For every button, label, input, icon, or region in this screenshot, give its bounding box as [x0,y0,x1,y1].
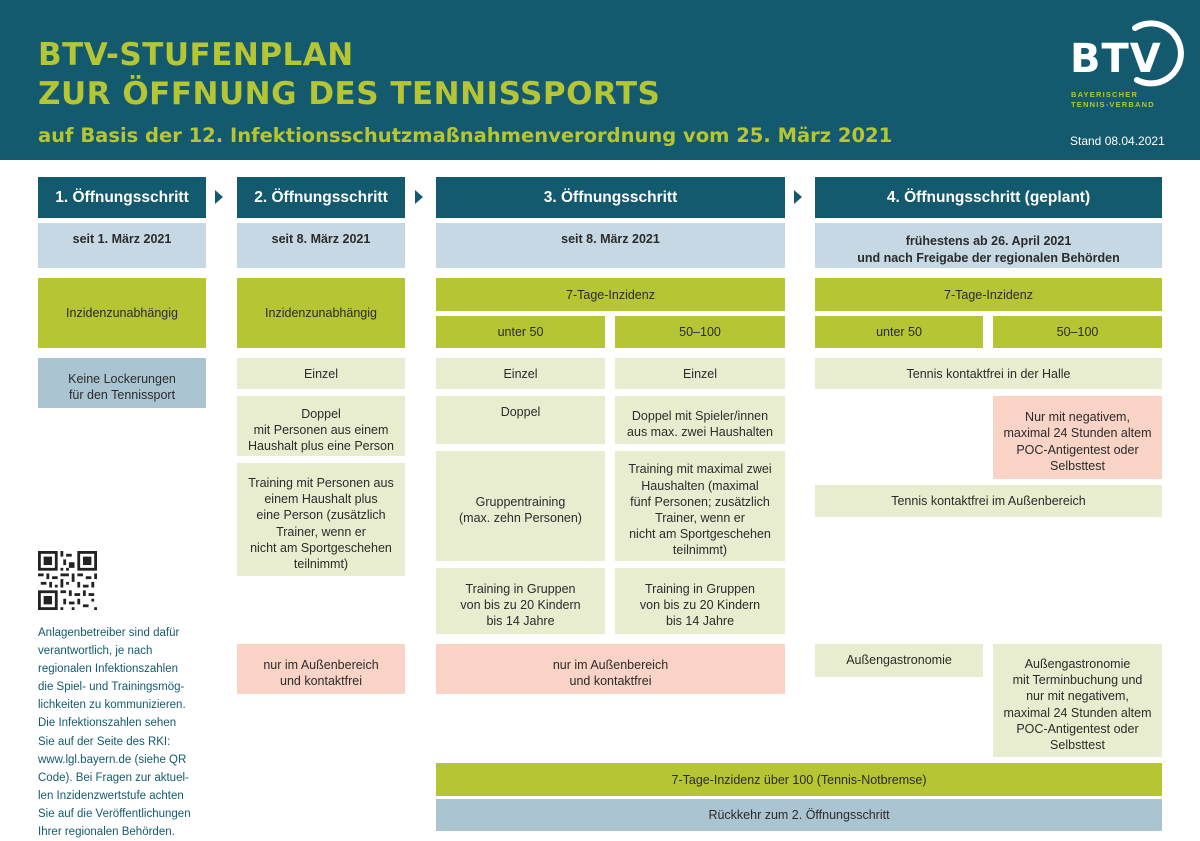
step-3-outdoor [436,644,785,694]
line: Haushalt plus eine Person [248,439,394,454]
step-4-date-line1: frühestens ab 26. April 2021 [905,234,1072,249]
line: teilnimmt) [672,543,728,558]
line: Training mit Personen aus [248,475,394,490]
no-relax-line1: Keine Lockerungen [68,371,176,386]
line: und kontaktfrei [280,674,362,688]
sidebar-line: verantwortlich, je nach [38,645,153,658]
step-1-date: seit 1. März 2021 [38,223,206,268]
step-3-header: 3. Öffnungsschritt [436,177,785,218]
line: mit Personen aus einem [253,422,389,437]
step-3a-einzel: Einzel [436,358,605,389]
step-3a-kinder [436,568,605,634]
line: von bis zu 20 Kindern [460,597,581,612]
step-3-under-50: unter 50 [436,316,605,348]
line: nicht am Sportgeschehen [629,527,771,542]
sidebar-line: Code). Bei Fragen zur aktuel- [38,771,189,784]
line: eine Person (zusätzlich [256,508,386,523]
line: nicht am Sportgeschehen [250,540,392,555]
line: Außengastronomie [1024,656,1131,671]
line: aus max. zwei Haushalten [627,425,773,439]
line: Gruppentraining [475,494,566,509]
notbremse-bar: 7-Tage-Inzidenz über 100 (Tennis-Notbremse) [436,763,1162,796]
step-3-incidence: 7-Tage-Inzidenz [436,278,785,311]
line: Training in Gruppen [644,581,756,596]
step-1-incidence: Inzidenzunabhängig [38,278,206,348]
line: (max. zehn Personen) [459,511,582,525]
rueckkehr-bar: Rückkehr zum 2. Öffnungsschritt [436,799,1162,831]
sidebar-note [38,624,223,841]
sidebar-line: Sie auf der Seite des RKI: [38,735,171,748]
step-3a-doppel: Doppel [436,396,605,444]
step-3-date: seit 8. März 2021 [436,223,785,268]
line: bis 14 Jahre [665,614,735,629]
line: Selbsttest [1050,737,1105,752]
sidebar-line: Sie auf die Veröffentlichungen [38,807,191,820]
step-4-incidence: 7-Tage-Inzidenz [815,278,1162,311]
line: Trainer, wenn er [276,524,366,539]
line: Nur mit negativem, [1025,410,1130,425]
sidebar-line: die Spiel- und Trainingsmög- [38,681,185,694]
arrow-right-icon [415,190,423,204]
step-2-training [237,463,405,576]
step-4-gastro-low: Außengastronomie [815,644,983,677]
arrow-right-icon [215,190,223,204]
page-title-line1: BTV-STUFENPLAN [38,37,354,73]
sidebar-line: lichkeiten zu kommunizieren. [38,699,186,712]
btv-logo-swoosh-icon [1115,18,1185,88]
btv-logo-text: BTV [1070,36,1162,82]
line: teilnimmt) [293,556,349,571]
btv-logo-subtitle-1: BAYERISCHER [1071,90,1139,99]
qr-code-icon[interactable] [38,551,97,610]
line: bis 14 Jahre [486,614,555,629]
btv-logo-subtitle-2: TENNIS-VERBAND [1071,100,1155,109]
step-3b-training [615,451,785,561]
sidebar-line: Ihrer regionalen Behörden. [38,826,175,839]
step-3-50-100: 50–100 [615,316,785,348]
page-title-line2: ZUR ÖFFNUNG DES TENNISSPORTS [38,76,661,112]
line: Trainer, wenn er [655,511,745,525]
line: nur im Außenbereich [552,657,669,672]
line: POC-Antigentest oder [1016,721,1139,736]
step-1-no-relaxation [38,358,206,408]
sidebar-line: regionalen Infektionszahlen [38,663,179,676]
step-2-header: 2. Öffnungsschritt [237,177,405,218]
step-3a-gruppe [436,451,605,561]
arrow-right-icon [794,190,802,204]
line: nur im Außenbereich [263,657,379,672]
line: fünf Personen; zusätzlich [630,494,770,509]
step-3b-doppel [615,396,785,444]
step-4-date-line2: und nach Freigabe der regionalen Behörden [857,250,1120,265]
step-2-doppel [237,396,405,456]
line: Haushalten (maximal [641,478,759,493]
line: Doppel mit Spieler/innen [631,408,769,423]
step-4-halle: Tennis kontaktfrei in der Halle [815,358,1162,389]
line: Training in Gruppen [465,581,576,596]
step-2-incidence: Inzidenzunabhängig [237,278,405,348]
step-1-header: 1. Öffnungsschritt [38,177,206,218]
page-subtitle: auf Basis der 12. Infektionsschutzmaßnahmenverordnung vom 25. März 2021 [38,124,893,147]
line: und kontaktfrei [569,674,652,688]
line: maximal 24 Stunden altem [1003,705,1152,720]
line: Selbsttest [1050,458,1105,473]
step-4-test-required [993,396,1162,479]
line: einem Haushalt plus [264,492,378,507]
step-2-date: seit 8. März 2021 [237,223,405,268]
step-3b-kinder [615,568,785,634]
line: maximal 24 Stunden altem [1003,426,1152,441]
step-2-einzel: Einzel [237,358,405,389]
step-4-under-50: unter 50 [815,316,983,348]
sidebar-line-link[interactable]: www.lgl.bayern.de (siehe QR [38,753,187,766]
line: von bis zu 20 Kindern [639,597,761,612]
step-4-gastro-high [993,644,1162,757]
line: Doppel [301,406,341,421]
step-4-date [815,223,1162,268]
no-relax-line2: für den Tennissport [68,388,176,402]
line: POC-Antigentest oder [1016,442,1139,457]
step-4-aussen: Tennis kontaktfrei im Außenbereich [815,485,1162,517]
sidebar-line: Die Infektionszahlen sehen [38,717,177,730]
sidebar-line: len Inzidenzwertstufe achten [38,789,184,802]
line: Training mit maximal zwei [628,462,772,477]
step-2-outdoor [237,644,405,694]
step-3b-einzel: Einzel [615,358,785,389]
step-4-50-100: 50–100 [993,316,1162,348]
sidebar-line: Anlagenbetreiber sind dafür [38,627,180,639]
stand-date: Stand 08.04.2021 [1070,134,1165,148]
step-4-header: 4. Öffnungsschritt (geplant) [815,177,1162,218]
line: nur mit negativem, [1026,689,1129,704]
line: mit Terminbuchung und [1012,673,1143,688]
